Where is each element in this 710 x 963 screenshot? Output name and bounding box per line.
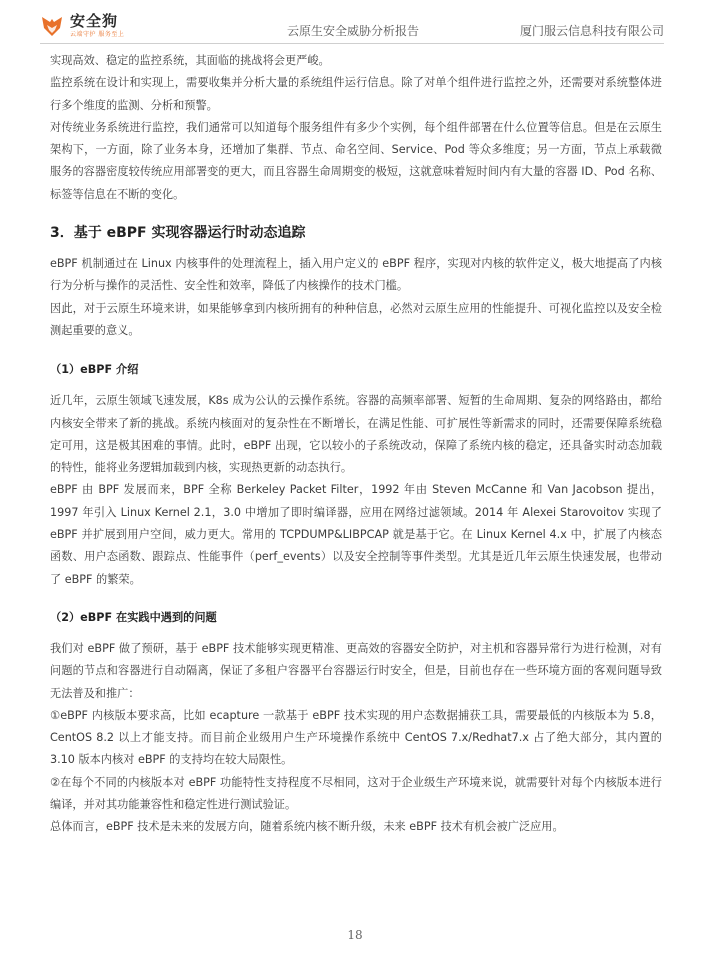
paragraph: 实现高效、稳定的监控系统，其面临的挑战将会更严峻。 [50, 54, 330, 67]
paragraph: ②在每个不同的内核版本对 eBPF 功能特性支持程度不尽相同，这对于企业级生产环境来说，就需要针对每个内核版本进行编译，并对其功能兼容性和稳定性进行测试验证。 [50, 775, 662, 812]
page-header [0, 0, 710, 46]
logo-slogan: 云端守护 服务至上 [70, 31, 125, 38]
paragraph: 我们对 eBPF 做了预研，基于 eBPF 技术能够实现更精准、更高效的容器安全防护，对主机和容器异常行为进行检测，对有问题的节点和容器进行自动隔离，保证了多租户容器平台容器运行时安全，但是，目前也存在一些环境方面的客观问题导致无法普及和推广： [50, 641, 662, 700]
logo-name: 安全狗 [70, 12, 119, 30]
paragraph: eBPF 由 BPF 发展而来，BPF 全称 Berkeley Packet Filter，1992 年由 Steven McCanne 和 Van Jacobson 提出，1997 年引入 Linux Kernel 2.1，3.0 中增加了即时编译器，应用在网络过滤领域。2014 年 Alexei Starovoitov 实现了 eBPF 并扩展到用户空间，威力更大。常用的 TCPDUMP&LIBPCAP 就是基于它。在 Linux Kernel 4.x 中，扩展了内核态函数、用户态函数、跟踪点、性能事件（perf_events）以及安全控制等事件类型。尤其是近几年云原生快速发展，也带动了 eBPF 的繁荣。 [50, 483, 662, 586]
paragraph: 总体而言，eBPF 技术是未来的发展方向，随着系统内核不断升级，未来 eBPF 技术有机会被广泛应用。 [50, 820, 564, 834]
page-number: 18 [347, 928, 363, 942]
fox-logo-icon [40, 14, 64, 38]
paragraph: eBPF 机制通过在 Linux 内核事件的处理流程上，插入用户定义的 eBPF 程序，实现对内核的软件定义，极大地提高了内核行为分析与操作的灵活性、安全性和效率，降低了内核操作的技术门槛。 [50, 257, 662, 293]
main-content [50, 50, 662, 839]
paragraph: 近几年，云原生领域飞速发展，K8s 成为公认的云操作系统。容器的高频率部署、短暂的生命周期、复杂的网络路由，都给内核安全带来了新的挑战。系统内核面对的复杂性在不断增长，在满足性能、可扩展性等新需求的同时，还需要保障系统稳定可用，这是极其困难的事情。此时，eBPF 出现，它以较小的子系统改动，保障了系统内核的稳定，还具备实时动态加载的特性，能将业务逻辑加载到内核，实现热更新的动态执行。 [50, 394, 662, 475]
header-divider [40, 43, 664, 44]
paragraph: ①eBPF 内核版本要求高，比如 ecapture 一款基于 eBPF 技术实现的用户态数据捕获工具，需要最低的内核版本为 5.8，CentOS 8.2 以上才能支持。而目前企业级用户生产环境操作系统中 CentOS 7.x/Redhat7.x 占了绝大部分，其内置的 3.10 版本内核对 eBPF 的支持均在较大局限性。 [50, 708, 662, 767]
company-logo [40, 11, 160, 41]
report-title: 云原生安全威胁分析报告 [287, 24, 420, 38]
paragraph: 监控系统在设计和实现上，需要收集并分析大量的系统组件运行信息。除了对单个组件进行监控之外，还需要对系统整体进行多个维度的监测、分析和预警。 [50, 76, 662, 112]
paragraph: 对传统业务系统进行监控，我们通常可以知道每个服务组件有多少个实例，每个组件部署在什么位置等信息。但是在云原生架构下，一方面，除了业务本身，还增加了集群、节点、命名空间、Service、Pod 等众多维度；另一方面，节点上承载微服务的容器密度较传统应用部署变的更大，而且容器生命周期变的极短，这就意味着短时间内有大量的容器 ID、Pod 名称、标签等信息在不断的变化。 [50, 120, 662, 201]
company-name: 厦门服云信息科技有限公司 [520, 24, 665, 38]
paragraph: 因此，对于云原生环境来讲，如果能够拿到内核所拥有的种种信息，必然对云原生应用的性能提升、可视化监控以及安全检测起重要的意义。 [50, 301, 662, 337]
subsection-heading: （1）eBPF 介绍 [50, 363, 139, 377]
section-heading: 3．基于 eBPF 实现容器运行时动态追踪 [50, 225, 306, 242]
subsection-heading: （2）eBPF 在实践中遇到的问题 [50, 610, 217, 624]
